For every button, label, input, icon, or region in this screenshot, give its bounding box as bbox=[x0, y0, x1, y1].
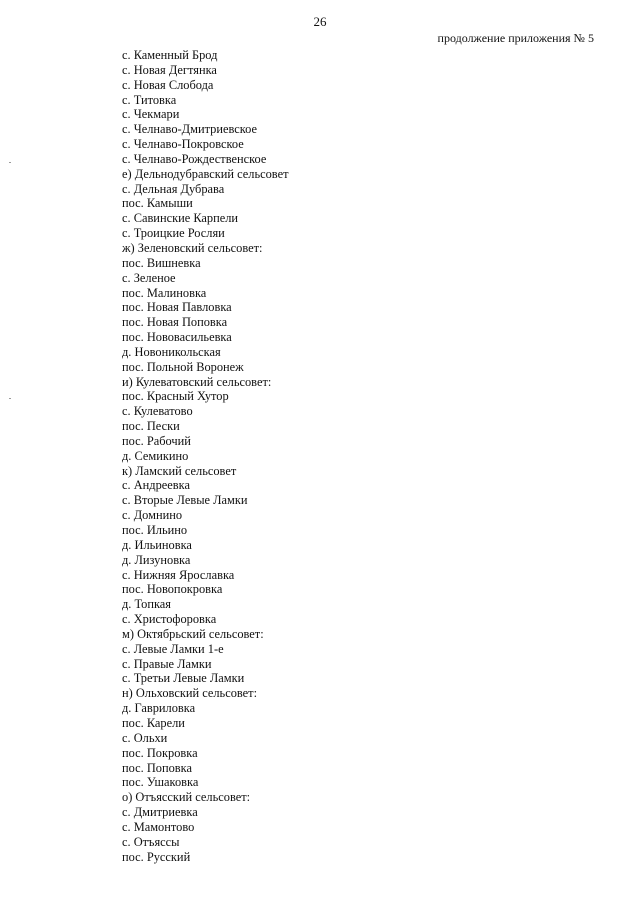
list-item: с. Новая Слобода bbox=[122, 77, 214, 92]
list-item: м) Октябрьский сельсовет: bbox=[122, 626, 264, 641]
list-item: с. Третьи Левые Ламки bbox=[122, 671, 245, 686]
list-item: пос. Ушаковка bbox=[122, 775, 199, 790]
list-item: с. Зеленое bbox=[122, 270, 176, 285]
list-item: и) Кулеватовский сельсовет: bbox=[122, 374, 272, 389]
list-item: н) Ольховский сельсовет: bbox=[122, 686, 258, 701]
list-item: с. Каменный Брод bbox=[122, 48, 218, 62]
page-number: 26 bbox=[313, 14, 327, 29]
list-item: с. Нижняя Ярославка bbox=[122, 567, 235, 582]
list-item: пос. Камыши bbox=[122, 196, 193, 211]
margin-scan-mark bbox=[9, 162, 11, 163]
margin-scan-mark bbox=[9, 398, 11, 399]
list-item: с. Титовка bbox=[122, 92, 177, 107]
list-item: е) Дельнодубравский сельсовет bbox=[122, 166, 289, 181]
list-item: пос. Карели bbox=[122, 715, 185, 730]
list-item: к) Ламский сельсовет bbox=[122, 463, 237, 478]
list-item: с. Андреевка bbox=[122, 478, 190, 493]
list-item: с. Троицкие Росляи bbox=[122, 226, 225, 241]
list-item: с. Вторые Левые Ламки bbox=[122, 493, 248, 508]
list-item: с. Левые Ламки 1-е bbox=[122, 641, 224, 656]
list-item: пос. Красный Хутор bbox=[122, 389, 229, 404]
list-item: пос. Вишневка bbox=[122, 255, 201, 270]
list-item: пос. Рабочий bbox=[122, 433, 191, 448]
list-item: пос. Польной Воронеж bbox=[122, 359, 244, 374]
list-item: пос. Новая Павловка bbox=[122, 300, 232, 315]
list-item: пос. Покровка bbox=[122, 745, 198, 760]
list-item: с. Дельная Дубрава bbox=[122, 181, 225, 196]
list-item: пос. Малиновка bbox=[122, 285, 207, 300]
list-item: д. Новоникольская bbox=[122, 344, 221, 359]
list-item: с. Челнаво-Рождественское bbox=[122, 151, 267, 166]
list-item: пос. Новая Поповка bbox=[122, 315, 228, 330]
list-item: пос. Русский bbox=[122, 849, 191, 864]
list-item: с. Савинские Карпели bbox=[122, 211, 239, 226]
list-item: пос. Новопокровка bbox=[122, 582, 223, 597]
list-item: о) Отъясский сельсовет: bbox=[122, 790, 251, 805]
settlement-list bbox=[122, 48, 289, 864]
list-item: с. Челнаво-Дмитриевское bbox=[122, 122, 257, 137]
list-item: д. Семикино bbox=[122, 448, 189, 463]
list-item: с. Чекмари bbox=[122, 107, 180, 122]
list-item: с. Отъяссы bbox=[122, 834, 180, 849]
list-item: пос. Нововасильевка bbox=[122, 330, 232, 345]
list-item: с. Ольхи bbox=[122, 730, 168, 745]
list-item: с. Христофоровка bbox=[122, 612, 217, 627]
list-item: ж) Зеленовский сельсовет: bbox=[122, 240, 263, 255]
list-item: с. Новая Дегтянка bbox=[122, 62, 217, 77]
list-item: д. Лизуновка bbox=[122, 552, 191, 567]
list-item: с. Челнаво-Покровское bbox=[122, 137, 244, 152]
list-item: пос. Пески bbox=[122, 419, 180, 434]
list-item: д. Ильиновка bbox=[122, 537, 192, 552]
list-item: с. Кулеватово bbox=[122, 404, 193, 419]
list-item: д. Топкая bbox=[122, 597, 171, 612]
list-item: с. Правые Ламки bbox=[122, 656, 212, 671]
list-item: пос. Ильино bbox=[122, 523, 188, 537]
list-item: с. Домнино bbox=[122, 508, 183, 523]
continuation-label: продолжение приложения № 5 bbox=[437, 31, 594, 45]
list-item: с. Мамонтово bbox=[122, 819, 195, 834]
list-item: д. Гавриловка bbox=[122, 701, 196, 716]
list-item: пос. Поповка bbox=[122, 760, 192, 775]
list-item: с. Дмитриевка bbox=[122, 805, 198, 820]
